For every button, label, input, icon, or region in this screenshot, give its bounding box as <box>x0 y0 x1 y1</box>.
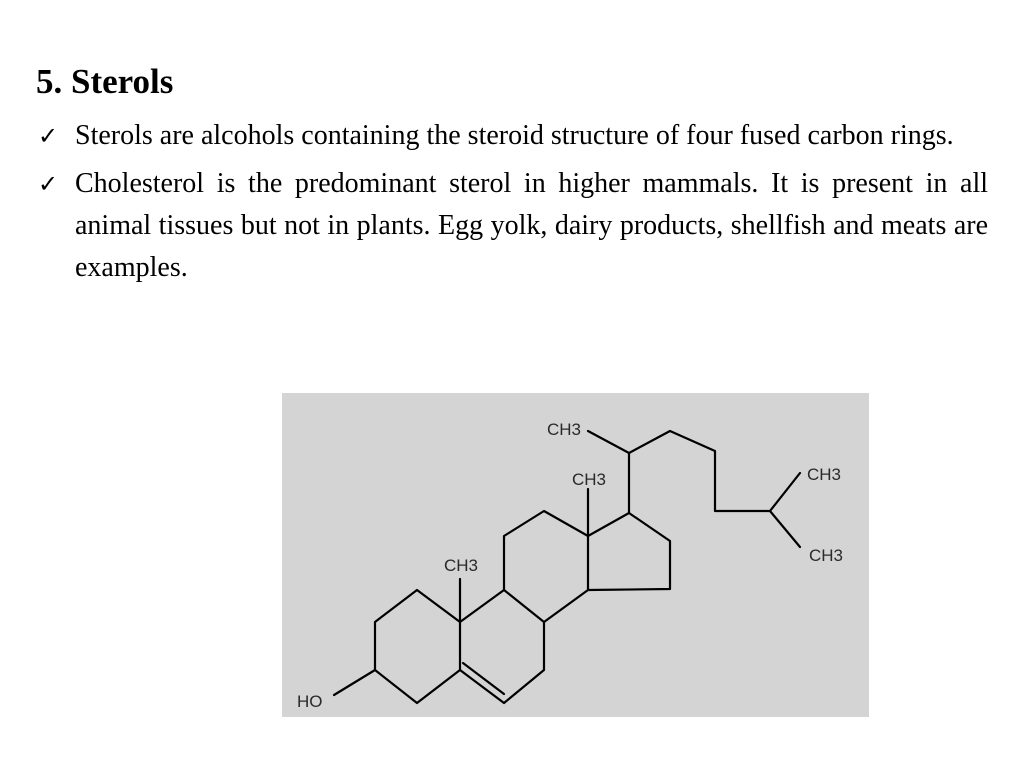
bullet-list <box>38 115 988 295</box>
bullet-item <box>38 115 988 157</box>
ring-b <box>460 590 544 703</box>
methyl-c27-bond <box>770 511 800 547</box>
ring-d <box>588 513 670 590</box>
bullet-text: Cholesterol is the predominant sterol in higher mammals. It is present in all animal tissues but not in plants. Egg yolk, dairy products, shellfish and meats are examples. <box>75 168 988 283</box>
methyl-c21-bond <box>588 431 629 453</box>
methyl-c13-label: CH3 <box>572 470 607 489</box>
methyl-c26-label: CH3 <box>807 465 842 484</box>
cholesterol-structure-diagram <box>282 393 869 717</box>
methyl-c10-label: CH3 <box>444 556 479 575</box>
bullet-item <box>38 163 988 289</box>
hydroxyl-label: HO <box>297 692 323 711</box>
skeletal-bonds <box>334 431 800 703</box>
methyl-c27-label: CH3 <box>809 546 844 565</box>
ring-c <box>504 511 588 622</box>
check-icon: ✓ <box>38 170 59 198</box>
slide-title: 5. Sterols <box>36 62 174 101</box>
cholesterol-structure-figure <box>282 393 869 717</box>
bullet-text: Sterols are alcohols containing the steroid structure of four fused carbon rings. <box>75 120 954 151</box>
side-chain <box>629 431 800 513</box>
ring-a <box>375 590 460 703</box>
double-bond-c5-c6 <box>463 663 504 694</box>
methyl-c21-label: CH3 <box>547 420 582 439</box>
hydroxyl-bond <box>334 670 375 695</box>
check-icon: ✓ <box>38 122 59 150</box>
